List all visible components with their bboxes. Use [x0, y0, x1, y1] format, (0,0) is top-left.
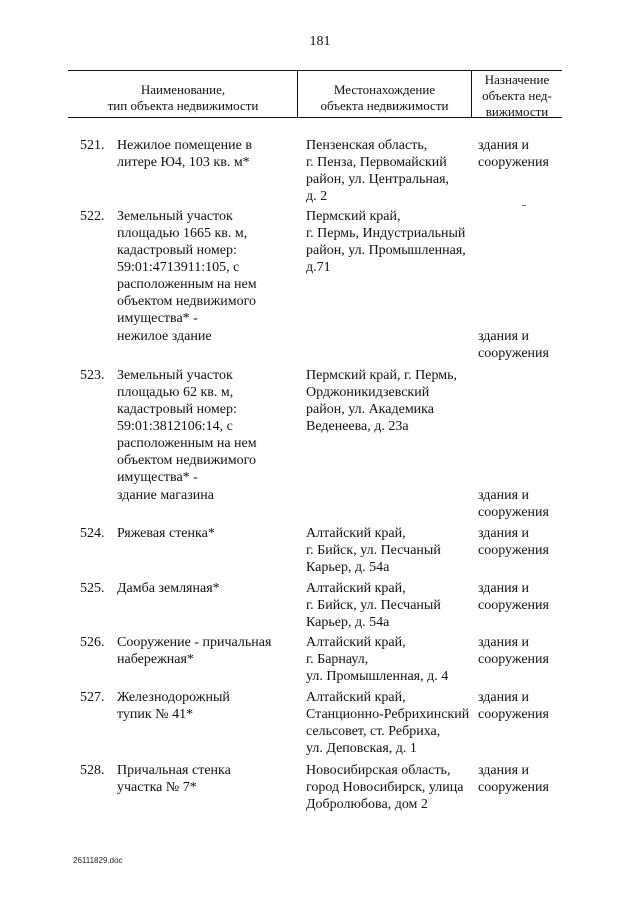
row-purpose: [478, 525, 563, 559]
row-location: [306, 208, 474, 276]
row-name: [117, 367, 295, 486]
row-name-line: 59:01:3812106:14, с: [117, 419, 233, 434]
row-location-line: г. Пенза, Первомайский: [306, 155, 447, 170]
row-location-line: Алтайский край,: [306, 635, 406, 650]
row-location-line: Карьер, д. 54а: [306, 560, 390, 575]
row-name-line: имущества* -: [117, 470, 198, 485]
row-purpose-line: сооружения: [478, 780, 549, 795]
row-number: 527.: [80, 690, 105, 705]
scan-mark: [522, 205, 526, 206]
row-purpose-line: сооружения: [478, 346, 549, 361]
row-number: 523.: [80, 368, 105, 383]
row-purpose-line: сооружения: [478, 652, 549, 667]
row-location: [306, 634, 474, 685]
row-purpose: [478, 689, 563, 723]
row-purpose-line: здания и: [478, 690, 530, 705]
row-purpose-line: сооружения: [478, 598, 549, 613]
row-location-line: Пермский край, г. Пермь,: [306, 368, 457, 383]
row-purpose-line: здания и: [478, 488, 530, 503]
row-name-line: кадастровый номер:: [117, 243, 237, 258]
row-name: [117, 634, 295, 668]
header-location-column: [299, 82, 470, 114]
row-location-line: Орджоникидзевский: [306, 385, 430, 400]
row-name-line: Железнодорожный: [117, 690, 230, 705]
row-purpose-line: здания и: [478, 526, 530, 541]
row-name-line: кадастровый номер:: [117, 402, 237, 417]
row-name: [117, 762, 295, 796]
row-name-line: расположенным на нем: [117, 436, 257, 451]
header-name-column: [70, 82, 296, 114]
row-location-line: Пензенская область,: [306, 138, 428, 153]
row-location-line: г. Бийск, ул. Песчаный: [306, 598, 441, 613]
row-location-line: Станционно-Ребрихинский: [306, 707, 470, 722]
row-purpose: [478, 580, 563, 614]
header-text: Назначение: [484, 72, 550, 87]
row-location-line: Алтайский край,: [306, 526, 406, 541]
row-name-line: набережная*: [117, 652, 194, 667]
row-location: [306, 580, 474, 631]
row-name-line: Сооружение - причальная: [117, 635, 272, 650]
row-location-line: район, ул. Промышленная,: [306, 243, 466, 258]
row-name-line: Дамба земляная*: [117, 581, 220, 596]
header-text: Местонахождение: [333, 82, 436, 97]
row-location-line: Алтайский край,: [306, 690, 406, 705]
header-text: объекта недвижимости: [320, 98, 449, 113]
row-number: 525.: [80, 581, 105, 596]
row-number: 528.: [80, 763, 105, 778]
row-name-line: площадью 62 кв. м,: [117, 385, 234, 400]
row-number: 522.: [80, 209, 105, 224]
row-purpose-line: здания и: [478, 329, 530, 344]
row-purpose: [478, 634, 563, 668]
row-location-line: д. 2: [306, 189, 328, 204]
row-location-line: Новосибирская область,: [306, 763, 451, 778]
row-purpose-line: здания и: [478, 635, 530, 650]
row-location: [306, 137, 474, 205]
header-text: Наименование,: [140, 82, 226, 97]
row-location-line: город Новосибирск, улица: [306, 780, 464, 795]
row-number: 521.: [80, 138, 105, 153]
row-name: [117, 487, 295, 504]
row-name-line: литере Ю4, 103 кв. м*: [117, 155, 250, 170]
header-text: тип объекта недвижимости: [107, 98, 259, 113]
row-purpose-line: здания и: [478, 581, 530, 596]
row-name-line: Нежилое помещение в: [117, 138, 252, 153]
row-location-line: Веденеева, д. 23а: [306, 419, 409, 434]
row-name: [117, 137, 295, 171]
header-purpose-column: [473, 72, 561, 120]
row-location-line: г. Бийск, ул. Песчаный: [306, 543, 441, 558]
row-purpose: [478, 328, 563, 362]
row-name: [117, 328, 295, 345]
row-location-line: район, ул. Академика: [306, 402, 434, 417]
row-name-line: нежилое здание: [117, 329, 212, 344]
row-location-line: Добролюбова, дом 2: [306, 797, 428, 812]
row-name-line: здание магазина: [117, 488, 214, 503]
row-location-line: ул. Промышленная, д. 4: [306, 669, 449, 684]
row-name-line: имущества* -: [117, 311, 198, 326]
row-location-line: г. Пермь, Индустриальный: [306, 226, 466, 241]
row-name: [117, 525, 295, 542]
row-name-line: 59:01:4713911:105, с: [117, 260, 240, 275]
row-location-line: район, ул. Центральная,: [306, 172, 450, 187]
row-purpose-line: здания и: [478, 138, 530, 153]
row-purpose-line: здания и: [478, 763, 530, 778]
row-name-line: участка № 7*: [117, 780, 197, 795]
row-name: [117, 580, 295, 597]
row-name-line: расположенным на нем: [117, 277, 257, 292]
row-location: [306, 762, 474, 813]
row-purpose-line: сооружения: [478, 505, 549, 520]
page-number: 181: [309, 34, 331, 49]
row-purpose-line: сооружения: [478, 155, 549, 170]
header-top-rule: [68, 70, 562, 71]
row-purpose: [478, 762, 563, 796]
row-name-line: площадью 1665 кв. м,: [117, 226, 248, 241]
row-name-line: Причальная стенка: [117, 763, 231, 778]
row-location-line: д.71: [306, 260, 331, 275]
row-number: 524.: [80, 526, 105, 541]
row-location-line: Алтайский край,: [306, 581, 406, 596]
row-purpose: [478, 137, 563, 171]
row-purpose-line: сооружения: [478, 543, 549, 558]
row-location-line: ул. Деповская, д. 1: [306, 741, 417, 756]
row-number: 526.: [80, 635, 105, 650]
row-name-line: Земельный участок: [117, 368, 233, 383]
header-divider: [297, 70, 298, 117]
row-location: [306, 525, 474, 576]
row-purpose-line: сооружения: [478, 707, 549, 722]
row-purpose: [478, 487, 563, 521]
document-filename: 26111829.doc: [73, 856, 123, 865]
row-name: [117, 208, 295, 327]
row-name-line: объектом недвижимого: [117, 453, 257, 468]
row-location-line: г. Барнаул,: [306, 652, 369, 667]
header-divider: [471, 70, 472, 117]
row-name-line: объектом недвижимого: [117, 294, 257, 309]
row-name-line: Земельный участок: [117, 209, 233, 224]
header-text: объекта нед-: [482, 88, 552, 103]
row-location-line: Карьер, д. 54а: [306, 615, 390, 630]
row-location-line: сельсовет, ст. Ребриха,: [306, 724, 441, 739]
row-location: [306, 367, 474, 435]
row-name-line: тупик № 41*: [117, 707, 194, 722]
row-location-line: Пермский край,: [306, 209, 401, 224]
row-location: [306, 689, 474, 757]
header-text: вижимости: [485, 104, 549, 119]
row-name-line: Ряжевая стенка*: [117, 526, 215, 541]
row-name: [117, 689, 295, 723]
